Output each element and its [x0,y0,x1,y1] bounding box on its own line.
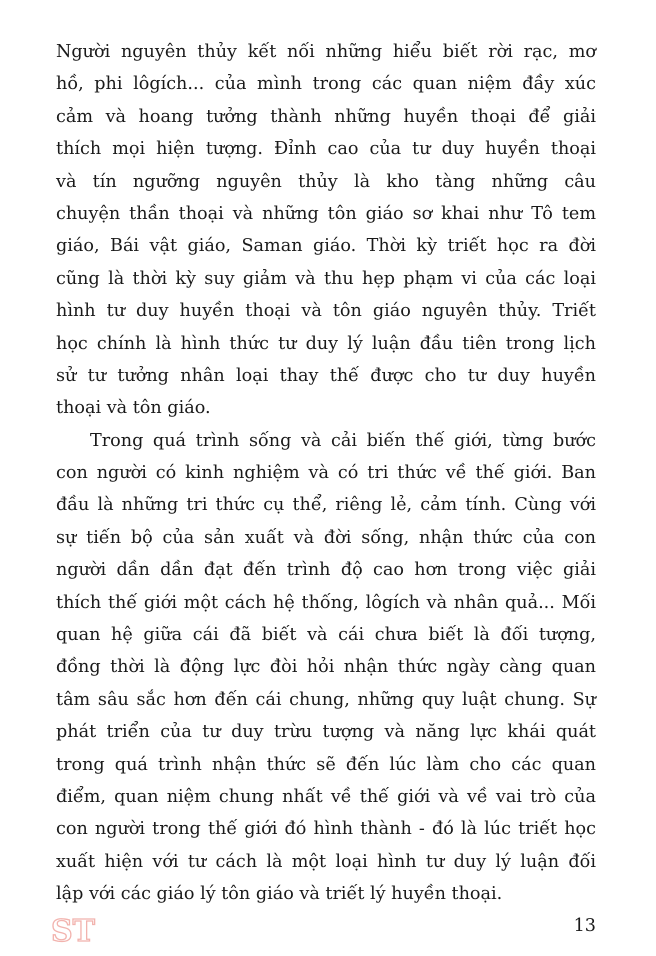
publisher-logo [51,908,95,950]
text-line: hồ, phi lôgích... của mình trong các quan niệm đầy xúc [56,74,596,95]
text-line: tâm sâu sắc hơn đến cái chung, những quy luật chung. Sự [56,689,596,710]
text-line: cảm và hoang tưởng thành những huyền thoại để giải [56,106,596,127]
text-line: học chính là hình thức tư duy lý luận đầu tiên trong lịch [56,333,596,354]
publisher-logo-mark: ST [51,914,95,949]
text-line: xuất hiện với tư cách là một loại hình tư duy lý luận đối [56,851,596,872]
text-line: con người trong thế giới đó hình thành - đó là lúc triết học [56,819,596,840]
text-line: cũng là thời kỳ suy giảm và thu hẹp phạm vi của các loại [56,268,596,289]
text-line: đầu là những tri thức cụ thể, riêng lẻ, cảm tính. Cùng với [56,495,596,516]
text-line: giáo, Bái vật giáo, Saman giáo. Thời kỳ triết học ra đời [56,236,596,257]
text-line: thích thế giới một cách hệ thống, lôgích và nhân quả... Mối [56,592,596,613]
text-line: điểm, quan niệm chung nhất về thế giới và về vai trò của [56,786,596,807]
text-line: và tín ngưỡng nguyên thủy là kho tàng những câu [56,171,596,192]
text-line: chuyện thần thoại và những tôn giáo sơ khai như Tô tem [56,203,596,224]
page-number: 13 [573,916,596,936]
text-line: người dần dần đạt đến trình độ cao hơn trong việc giải [56,560,596,581]
text-line: quan hệ giữa cái đã biết và cái chưa biết là đối tượng, [56,625,596,646]
text-line: hình tư duy huyền thoại và tôn giáo nguyên thủy. Triết [56,301,596,322]
text-line: phát triển của tư duy trừu tượng và năng lực khái quát [56,722,596,743]
text-line: sử tư tưởng nhân loại thay thế được cho tư duy huyền [56,365,596,386]
text-line: sự tiến bộ của sản xuất và đời sống, nhận thức của con [56,527,596,548]
text-line: lập với các giáo lý tôn giáo và triết lý huyền thoại. [56,884,503,905]
text-line: Người nguyên thủy kết nối những hiểu biết rời rạc, mơ [56,42,596,62]
paragraph-1 [56,36,596,425]
text-line: trong quá trình nhận thức sẽ đến lúc làm cho các quan [56,754,596,775]
text-line: Trong quá trình sống và cải biến thế giới, từng bước [90,430,596,451]
paragraph-2 [56,425,596,911]
text-line: thích mọi hiện tượng. Đỉnh cao của tư duy huyền thoại [56,139,596,160]
text-line: đồng thời là động lực đòi hỏi nhận thức ngày càng quan [56,657,596,678]
text-line: thoại và tôn giáo. [56,398,211,419]
text-line: con người có kinh nghiệm và có tri thức về thế giới. Ban [56,463,596,484]
page-body [56,36,596,911]
